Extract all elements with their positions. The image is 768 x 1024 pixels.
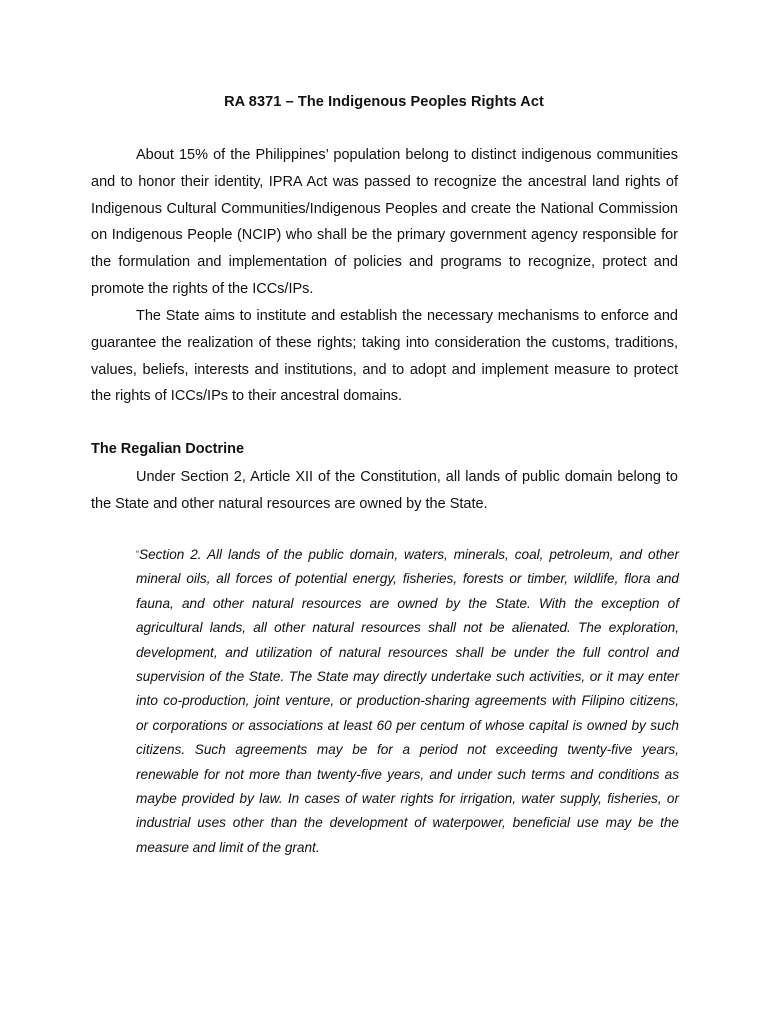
regalian-paragraph: Under Section 2, Article XII of the Constitution, all lands of public domain belong to the State and other natural resources are owned by the State. [91, 469, 678, 512]
document-title: RA 8371 – The Indigenous Peoples Rights Act [224, 94, 544, 110]
section-heading: The Regalian Doctrine [91, 441, 245, 457]
quote-text: Section 2. All lands of the public domain, waters, minerals, coal, petroleum, and other mineral oils, all forces of potential energy, fisheries, forests or timber, wildlife, flora and fauna, and other natural resources are owned by the State. With the exception of agricultural lands, all other natural resources shall not be alienated. The exploration, development, and utilization of natural resources shall be under the full control and supervision of the State. The State may directly undertake such activities, or it may enter into co-production, joint venture, or production-sharing agreements with Filipino citizens, or corporations or associations at least 60 per centum of whose capital is owned by such citizens. Such agreements may be for a period not exceeding twenty-five years, renewable for not more than twenty-five years, and under such terms and conditions as maybe provided by law. In cases of water rights for irrigation, water supply, fisheries, or industrial uses other than the development of waterpower, beneficial use may be the measure and limit of the grant. [136, 547, 679, 855]
state-aims-paragraph: The State aims to institute and establish the necessary mechanisms to enforce and guarantee the realization of these rights; taking into consideration the customs, traditions, values, beliefs, interests and institutions, and to adopt and implement measure to protect the rights of ICCs/IPs to their ancestral domains. [91, 308, 678, 405]
quote-open-mark: “ [136, 549, 139, 559]
constitution-quote [136, 542, 679, 860]
intro-paragraph: About 15% of the Philippines’ population belong to distinct indigenous communities and to honor their identity, IPRA Act was passed to recognize the ancestral land rights of Indigenous Cultural Communities/Indigenous Peoples and create the National Commission on Indigenous People (NCIP) who shall be the primary government agency responsible for the formulation and implementation of policies and programs to recognize, protect and promote the rights of the ICCs/IPs. [91, 147, 678, 297]
